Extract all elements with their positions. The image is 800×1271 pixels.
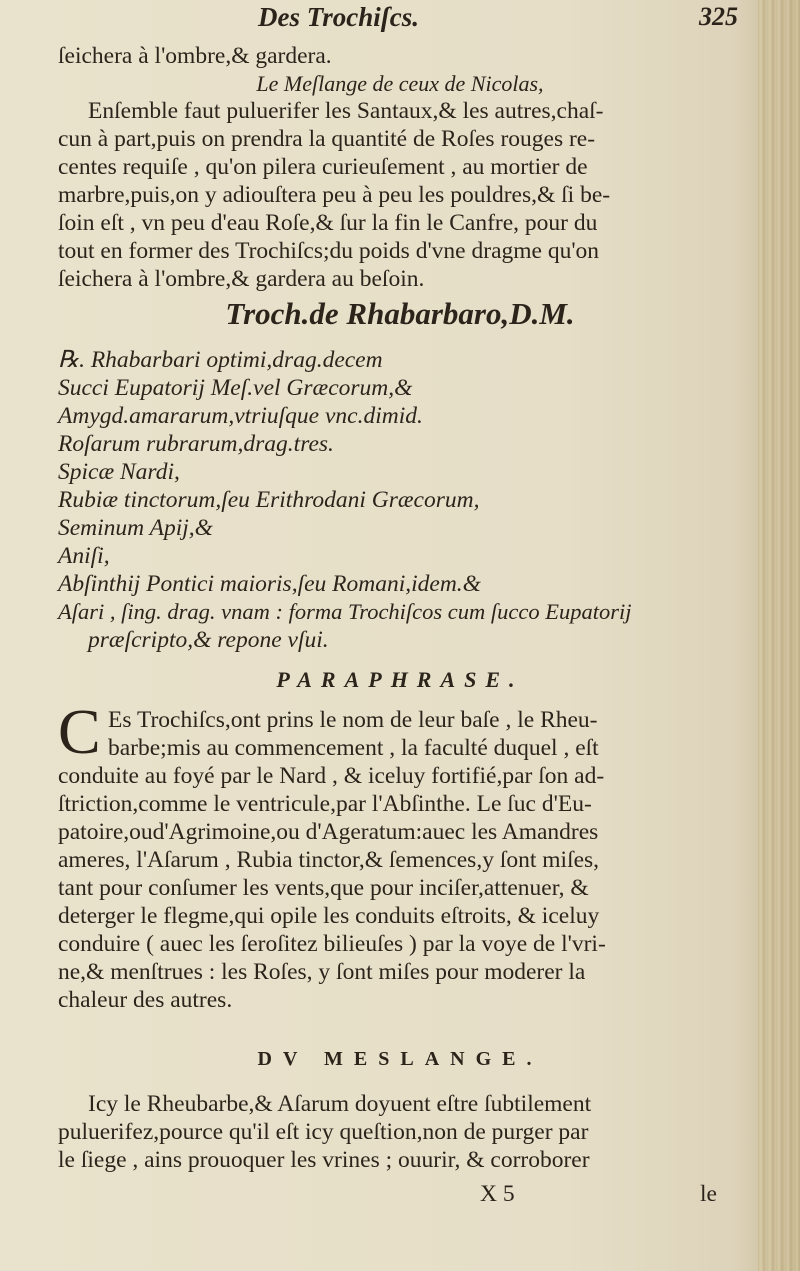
text-line: barbe;mis au commencement , la faculté duquel , eſt [108,735,599,761]
running-title: Des Trochiſcs. [258,2,419,32]
recipe-line: Aniſi, [58,543,110,569]
recipe-line: præſcripto,& repone vſui. [88,627,329,653]
text-line: Enſemble faut puluerifer les Santaux,& les autres,chaſ- [88,98,604,124]
text-line: patoire,oud'Agrimoine,ou d'Ageratum:auec les Amandres [58,819,599,845]
recipe-line: Rubiæ tinctorum,ſeu Erithrodani Græcorum, [58,487,480,513]
recipe-line: Aſari , ſing. drag. vnam : forma Trochiſcos cum ſucco Eupatorij [58,599,632,624]
text-line: ſtriction,comme le ventricule,par l'Abſinthe. Le ſuc d'Eu- [58,791,592,817]
text-line: conduite au foyé par le Nard , & iceluy fortifié,par ſon ad- [58,763,605,789]
recipe-line: ℞. Rhabarbari optimi,drag.decem [58,347,383,373]
text-line: puluerifez,pource qu'il eſt icy queſtion,non de purger par [58,1119,589,1145]
drop-capital: C [58,696,101,767]
text-line: cun à part,puis on prendra la quantité de Roſes rouges re- [58,126,596,152]
text-line: ſoin eſt , vn peu d'eau Roſe,& ſur la fin le Canfre, pour du [58,210,598,236]
text-line: chaleur des autres. [58,987,233,1013]
text-line: ameres, l'Aſarum , Rubia tinctor,& ſemences,y ſont miſes, [58,847,600,873]
text-line: tout en former des Trochiſcs;du poids d'vne dragme qu'on [58,238,600,264]
text-line: conduire ( auec les ſeroſitez bilieuſes ) par la voye de l'vri- [58,931,606,957]
recipe-line: Abſinthij Pontici maioris,ſeu Romani,idem.& [58,571,481,597]
text-line: ſeichera à l'ombre,& gardera. [58,43,332,69]
running-header [58,2,738,38]
signature-mark: X 5 [480,1181,515,1207]
text-line: le ſiege , ains prouoquer les vrines ; ouurir, & corroborer [58,1147,590,1173]
meslange-heading: DV MESLANGE. [257,1048,543,1070]
catchword: le [700,1181,717,1207]
page-number: 325 [699,2,738,31]
recipe-line: Succi Eupatorij Meſ.vel Græcorum,& [58,375,413,401]
text-line: ne,& menſtrues : les Roſes, y ſont miſes pour moderer la [58,959,586,985]
recipe-line: Spicæ Nardi, [58,459,180,485]
text-line: Icy le Rheubarbe,& Aſarum doyuent eſtre ſubtilement [88,1091,592,1117]
text-line: centes requiſe , qu'on pilera curieuſement , au mortier de [58,154,588,180]
section-subtitle: Le Meſlange de ceux de Nicolas, [256,71,544,96]
text-line: deterger le flegme,qui opile les conduits eſtroits, & iceluy [58,903,600,929]
recipe-line: Seminum Apij,& [58,515,213,541]
paraphrase-heading: PARAPHRASE. [276,667,524,692]
section-heading: Troch.de Rhabarbaro,D.M. [225,296,575,331]
text-line: marbre,puis,on y adiouſtera peu à peu les pouldres,& ſi be- [58,182,611,208]
recipe-line: Amygd.amararum,vtriuſque vnc.dimid. [58,403,423,429]
text-line: Es Trochiſcs,ont prins le nom de leur baſe , le Rheu- [108,707,598,733]
recipe-line: Roſarum rubrarum,drag.tres. [58,431,334,457]
text-line: tant pour conſumer les vents,que pour inciſer,attenuer, & [58,875,589,901]
page-edge [758,0,800,1271]
text-line: ſeichera à l'ombre,& gardera au beſoin. [58,266,425,292]
